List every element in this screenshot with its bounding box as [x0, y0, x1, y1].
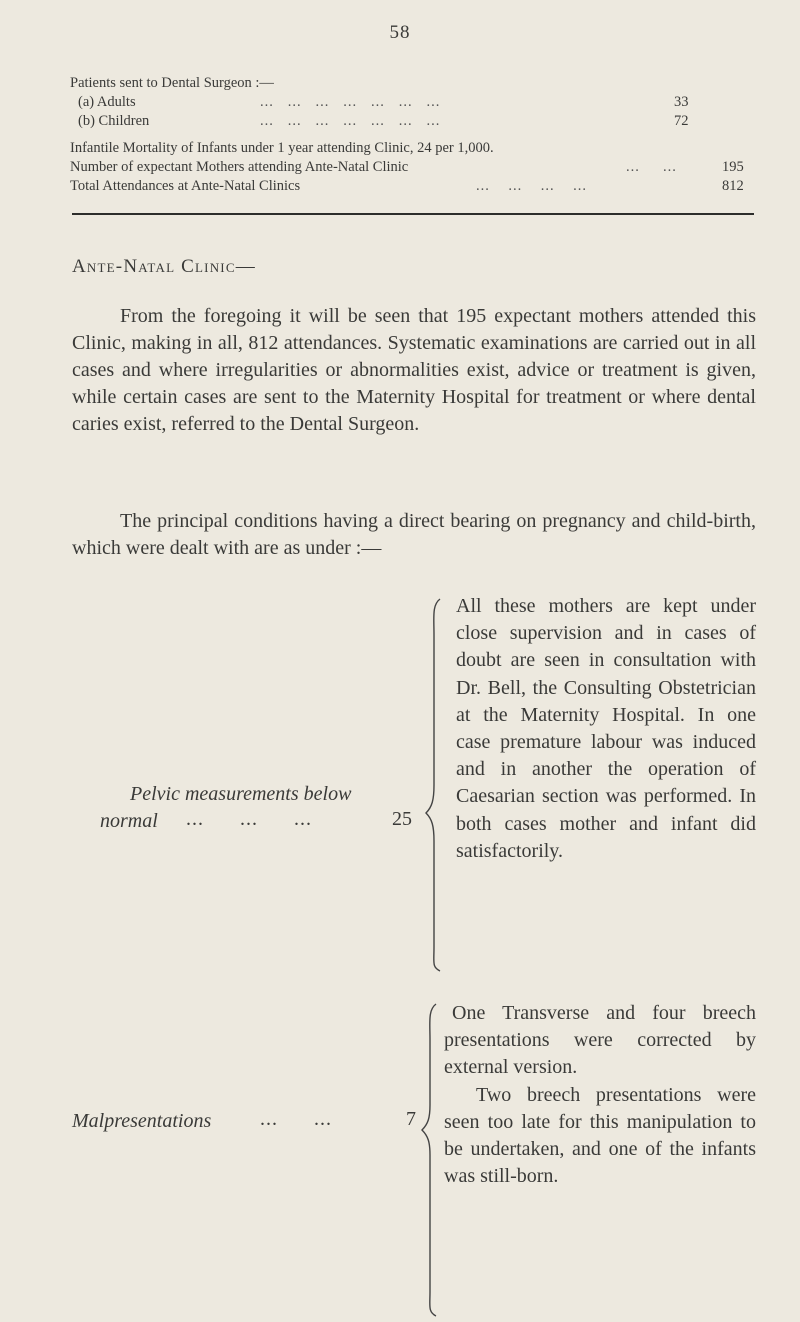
- statistics-block: [70, 74, 752, 196]
- leader-dots: ... ...: [626, 159, 677, 175]
- condition-malpresentations-count: 7: [406, 1108, 416, 1130]
- stat-row-infant-mortality: [70, 139, 752, 158]
- leader-dots: ... ... ... ...: [476, 178, 587, 194]
- leader-dots: ... ...: [260, 1108, 332, 1130]
- leader-dots: ... ... ... ... ... ... ...: [260, 113, 441, 129]
- infant-mortality: Infantile Mortality of Infants under 1 year attending Clinic, 24 per 1,000.: [70, 140, 494, 156]
- brace-pelvic: [422, 595, 452, 975]
- stat-row-attendances: [70, 177, 752, 196]
- condition-pelvic-label-1: Pelvic measurements below: [130, 783, 352, 805]
- expectant-label: Number of expectant Mothers attending Ante-Natal Clinic: [70, 159, 409, 175]
- paragraph-conditions: The principal conditions having a direct bearing on pregnancy and child-birth, which were dealt with are as under :—: [72, 510, 756, 559]
- section-heading: Ante-Natal Clinic—: [72, 256, 256, 277]
- stat-row-adults: [70, 93, 752, 112]
- condition-pelvic-count: 25: [392, 808, 412, 830]
- paragraph-intro: From the foregoing it will be seen that 195 expectant mothers attended this Clinic, making in all, 812 attendances. Systematic examinations are carried out in all cases and where irregularities or abnormalities exist, advice or treatment is given, while certain cases are sent to the Maternity Hospital for treatment or where dental caries exist, referred to the Dental Surgeon.: [72, 305, 756, 435]
- condition-malpresentations-note: [444, 1000, 756, 1190]
- condition-malpresentations-label: Malpresentations: [72, 1110, 212, 1132]
- malpresentations-note-part-1: One Transverse and four breech presentations were corrected by external version.: [444, 1002, 756, 1079]
- attendances-label: Total Attendances at Ante-Natal Clinics: [70, 178, 301, 194]
- leader-dots: ... ... ...: [186, 808, 312, 830]
- dental-heading: Patients sent to Dental Surgeon :—: [70, 75, 274, 91]
- page-number: 58: [389, 22, 411, 43]
- expectant-value: 195: [722, 159, 744, 175]
- stat-row-dental-heading: [70, 74, 752, 93]
- attendances-value: 812: [722, 178, 744, 194]
- children-value: 72: [674, 113, 689, 129]
- adults-label: (a) Adults: [78, 94, 136, 110]
- stat-row-expectant: [70, 158, 752, 177]
- condition-pelvic-note: All these mothers are kept under close supervision and in cases of doubt are seen in consultation with Dr. Bell, the Consulting Obstetrician at the Maternity Hospital. In one case premature labour was induced and in another the operation of Caesarian section was performed. In both cases mother and infant did satisfactorily.: [456, 595, 756, 862]
- condition-pelvic-label-2: normal: [100, 810, 158, 832]
- malpresentations-note-part-2: Two breech presentations were seen too late for this manipulation to be undertaken, and one of the infants was still-born.: [444, 1083, 756, 1188]
- adults-value: 33: [674, 94, 689, 110]
- children-label: (b) Children: [78, 113, 150, 129]
- horizontal-rule: [72, 213, 754, 215]
- stat-row-children: [70, 112, 752, 131]
- leader-dots: ... ... ... ... ... ... ...: [260, 94, 441, 110]
